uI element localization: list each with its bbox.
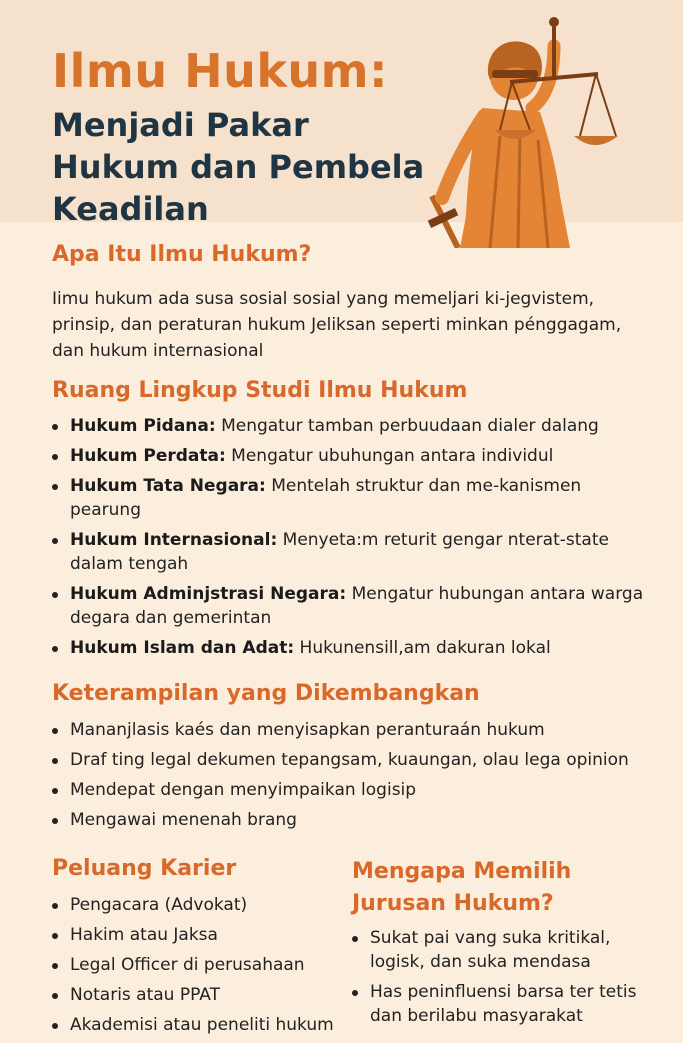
list-item-term: Hukum Islam dan Adat:	[70, 638, 295, 658]
list-item-desc: Hukunensill,am dakuran lokal	[294, 638, 551, 658]
list-item-term: Hukum Pidana:	[70, 416, 216, 436]
list-item	[52, 414, 652, 438]
list-item: Sukat pai vang suka kritikal, logisk, dan suka mendasa	[352, 926, 662, 974]
list-item	[52, 474, 652, 522]
blindfold	[492, 70, 538, 78]
list-item: Mendepat dengan menyimpaikan logisip	[52, 778, 652, 802]
skills-list	[52, 718, 652, 838]
why-list	[352, 926, 662, 1034]
scale-top	[549, 17, 559, 27]
list-item: Akademisi atau peneliti hukum	[52, 1013, 352, 1037]
list-item	[52, 636, 652, 660]
intro-heading: Apa Itu Ilmu Hukum?	[52, 242, 312, 267]
list-item-term: Hukum Tata Negara:	[70, 476, 266, 496]
skills-heading: Keterampilan yang Dikembangkan	[52, 681, 480, 706]
list-item: Hakim atau Jaksa	[52, 923, 352, 947]
list-item: Notaris atau PPAT	[52, 983, 352, 1007]
list-item-desc: Mengatur tamban perbuudaan dialer dalang	[215, 416, 599, 436]
why-heading: Mengapa Memilih Jurusan Hukum?	[352, 859, 572, 916]
list-item-desc: Menyeta:m returit gengar nterat-state dalam tengah	[70, 530, 609, 574]
list-item	[52, 528, 652, 576]
list-item: Pengacara (Advokat)	[52, 893, 352, 917]
list-item-desc: Mentelah struktur dan me-kanismen pearung	[70, 476, 582, 520]
list-item: Mananjlasis kaés dan menyisapkan peranturaán hukum	[52, 718, 652, 742]
lady-justice-icon	[420, 16, 625, 248]
list-item	[52, 582, 652, 630]
list-item-term: Hukum Adminjstrasi Negara:	[70, 584, 347, 604]
page-title: Ilmu Hukum:	[52, 44, 388, 98]
scope-list	[52, 414, 652, 666]
career-list	[52, 893, 352, 1043]
career-heading: Peluang Karier	[52, 856, 237, 881]
page-subtitle: Menjadi Pakar Hukum dan Pembela Keadilan	[52, 106, 425, 228]
scope-heading: Ruang Lingkup Studi Ilmu Hukum	[52, 378, 468, 403]
list-item: Draf ting legal dekumen tepangsam, kuaungan, olau lega opinion	[52, 748, 652, 772]
list-item: Mengawai menenah brang	[52, 808, 652, 832]
list-item-desc: Mengatur ubuhungan antara individul	[225, 446, 554, 466]
list-item-desc: Mengatur hubungan antara warga degara dan gemerintan	[70, 584, 644, 628]
list-item: Legal Officer di perusahaan	[52, 953, 352, 977]
scale-right-pan	[574, 136, 618, 145]
list-item-term: Hukum Internasional:	[70, 530, 278, 550]
sword-guard	[428, 208, 459, 228]
scale-right-strings	[580, 74, 616, 136]
intro-text: Iimu hukum ada susa sosial sosial yang memeljari ki-jegvistem, prinsip, dan peraturan hukum Jeliksan seperti minkan pénggagam, dan hukum internasional	[52, 289, 622, 361]
list-item	[52, 444, 652, 468]
list-item-term: Hukum Perdata:	[70, 446, 226, 466]
list-item: Has peninfluensi barsa ter tetis dan berilabu masyarakat	[352, 980, 662, 1028]
